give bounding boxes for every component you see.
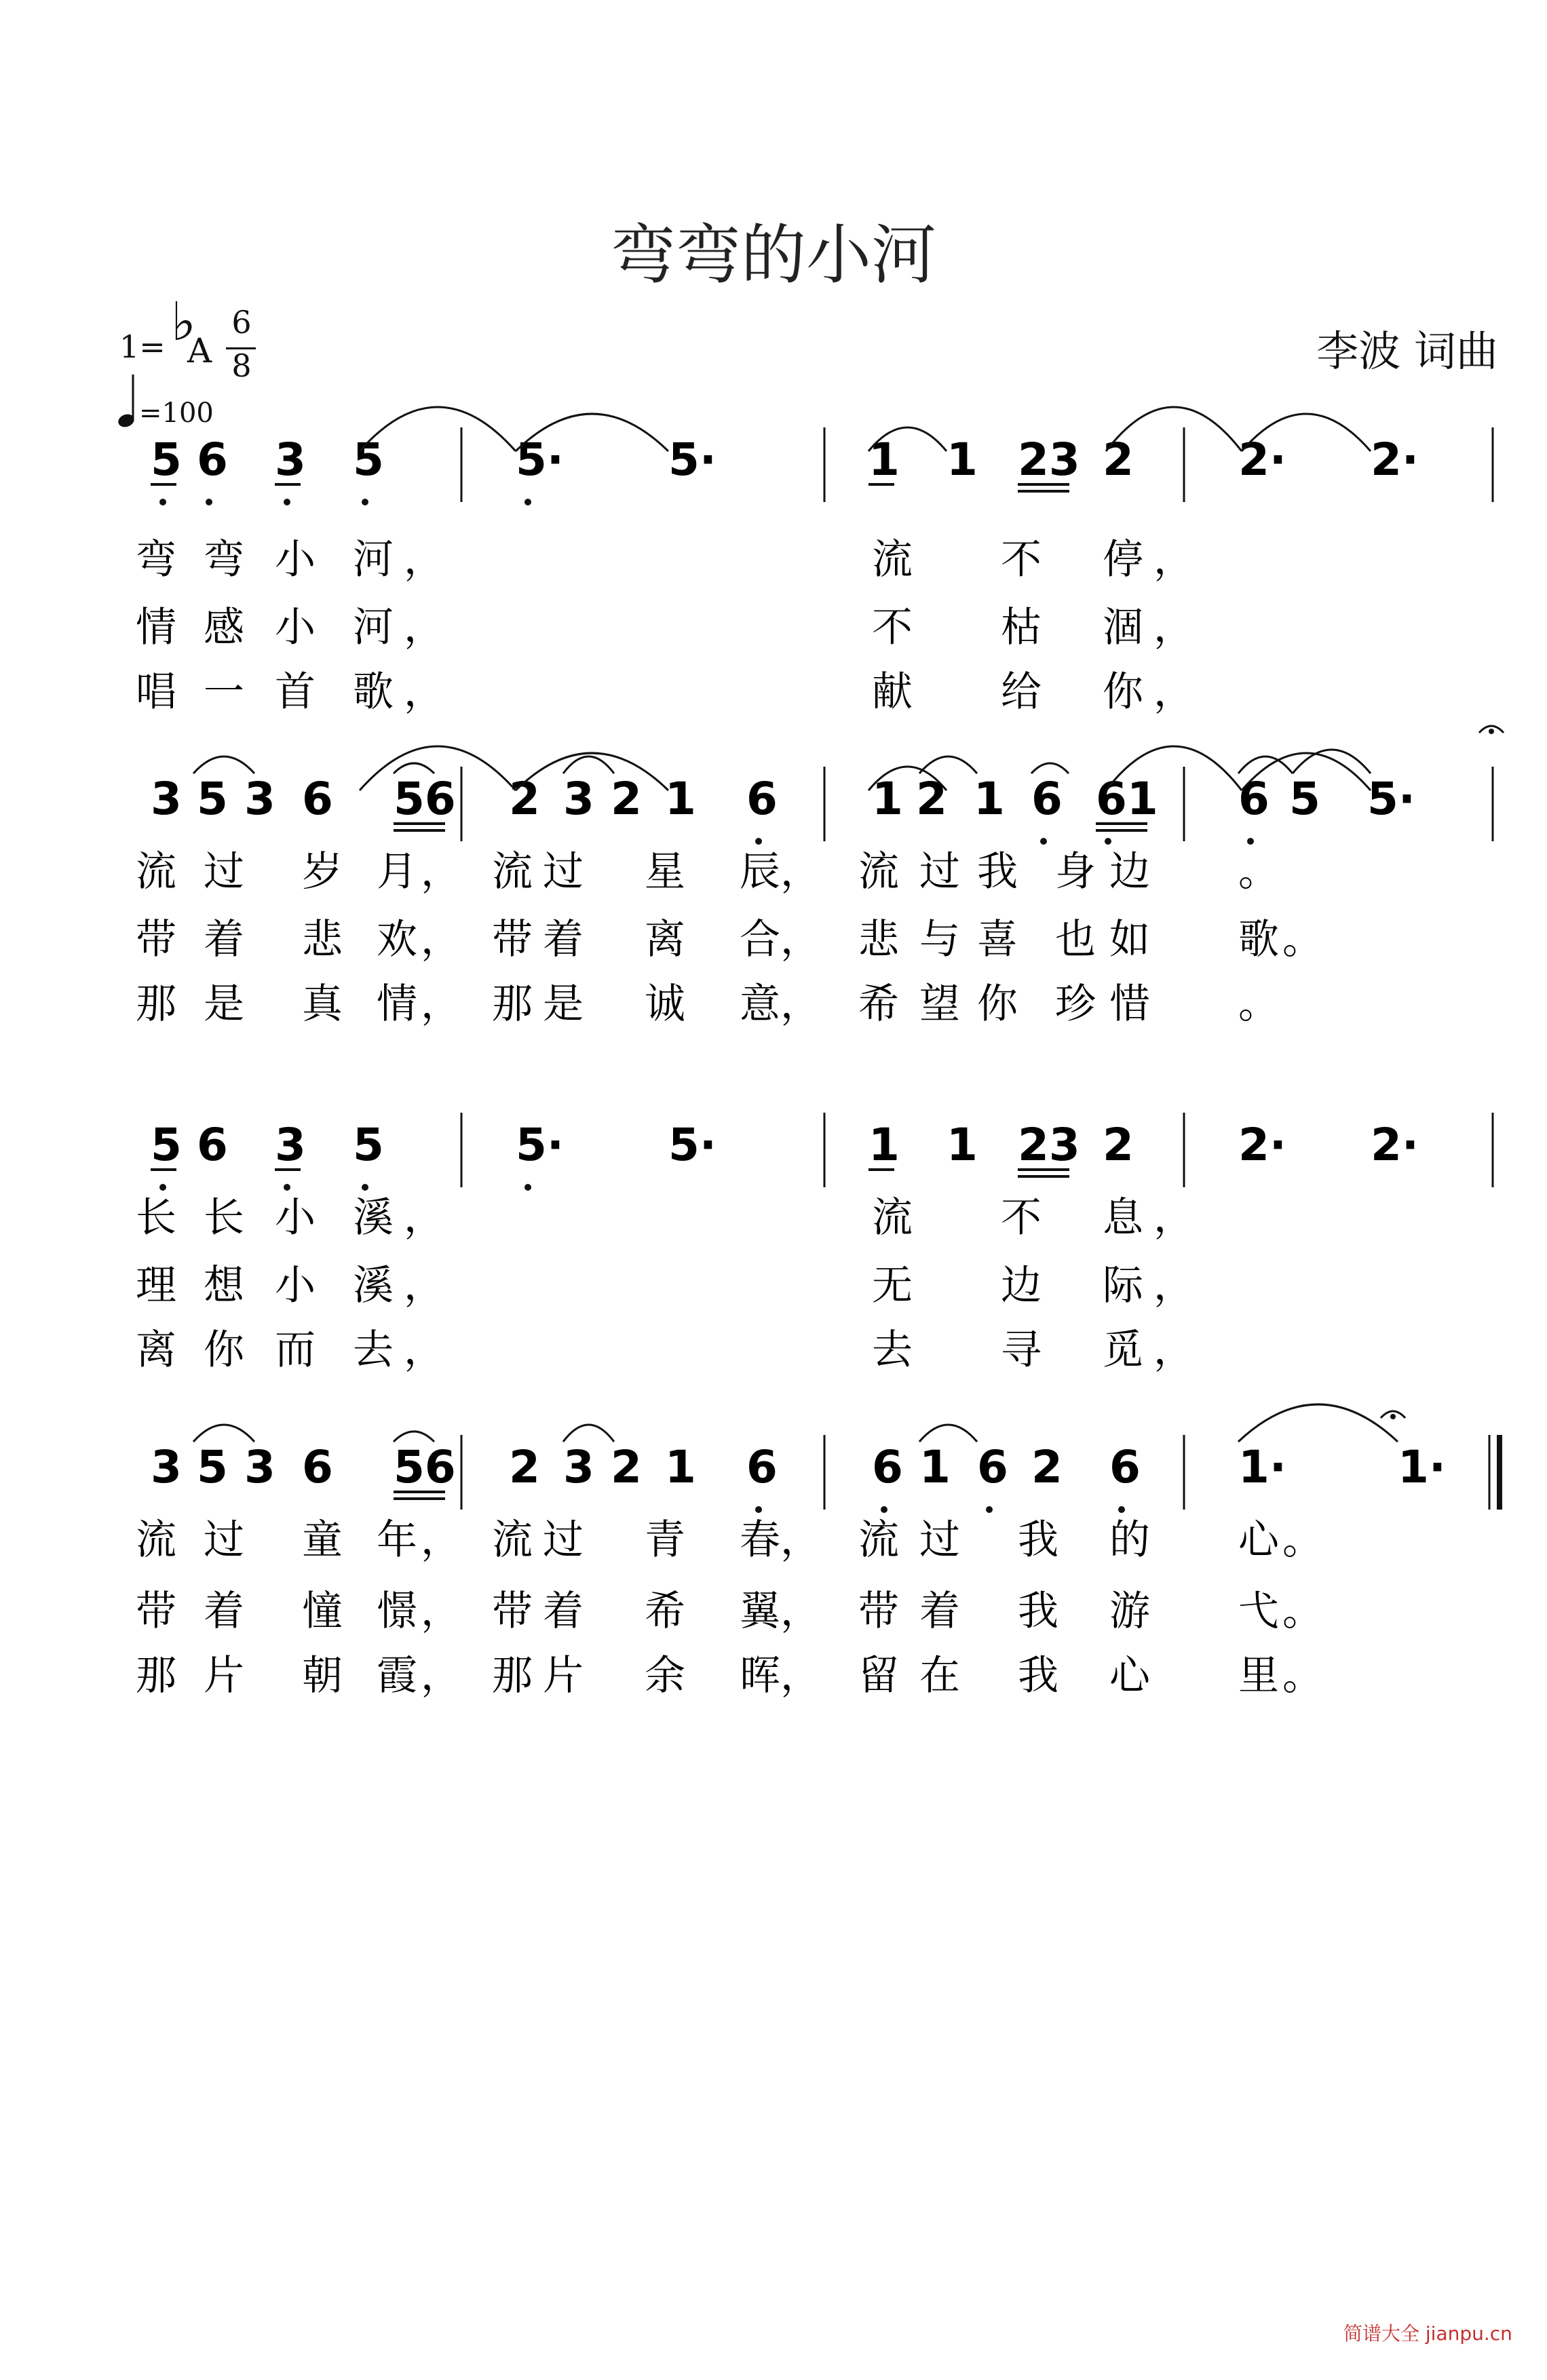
lyric-char: 青 (645, 1516, 685, 1564)
note: 1 (947, 434, 978, 486)
lyric-char: ， (780, 916, 821, 963)
lyric-char: 片 (204, 1652, 244, 1700)
lyric-char: 。 (1282, 1652, 1323, 1700)
lyric-char: ， (421, 980, 461, 1028)
note: 1· (1238, 1441, 1286, 1493)
lyric-char: 带 (492, 1588, 533, 1635)
note: 6 (302, 773, 333, 825)
lyric-char: 河 (353, 604, 394, 651)
octave-dot (524, 1184, 531, 1191)
lyric-char: 如 (1109, 916, 1150, 963)
lyric-char: ， (1153, 668, 1194, 716)
key-prefix: 1= (119, 328, 166, 365)
lyric-char: ， (421, 1652, 461, 1700)
lyric-char: 憧 (302, 1588, 343, 1635)
slur (919, 756, 977, 773)
lyric-char: 我 (1018, 1588, 1058, 1635)
lyric-char: 无 (872, 1262, 913, 1309)
lyric-char: 小 (275, 1194, 316, 1242)
note: 1 (919, 1441, 951, 1493)
lyric-char: 感 (204, 604, 244, 651)
note: 23 (1018, 1119, 1080, 1171)
fermata (1390, 1414, 1396, 1419)
note: 2· (1371, 434, 1419, 486)
note: 2 (1103, 434, 1134, 486)
note: 1 (974, 773, 1005, 825)
lyric-char: ， (421, 848, 461, 896)
lyric-char: 珍 (1055, 980, 1096, 1028)
flat-sign: ♭ (171, 292, 196, 353)
note: 3 (275, 434, 306, 486)
lyric-char: 那 (492, 980, 533, 1028)
lyric-char: 离 (136, 1326, 176, 1374)
lyric-char: 喜 (977, 916, 1018, 963)
song-title: 弯弯的小河 (611, 217, 936, 293)
lyric-char: 是 (204, 980, 244, 1028)
octave-dot (1105, 838, 1111, 845)
note: 1 (665, 773, 696, 825)
lyric-char: 悲 (302, 916, 343, 963)
note: 2 (509, 1441, 540, 1493)
lyric-char: 在 (919, 1652, 960, 1700)
lyric-char: 流 (492, 848, 533, 896)
note: 5· (668, 434, 717, 486)
octave-dot (159, 1184, 166, 1191)
lyric-char: 里 (1238, 1652, 1279, 1700)
lyric-char: 留 (858, 1652, 899, 1700)
note: 5 (197, 1441, 228, 1493)
lyric-char: 弯 (136, 536, 176, 583)
lyric-char: ， (780, 1588, 821, 1635)
note: 56 (394, 1441, 456, 1493)
note: 2 (916, 773, 947, 825)
lyric-char: 晖 (740, 1652, 780, 1700)
lyric-char: 年 (377, 1516, 417, 1564)
octave-dot (1247, 838, 1254, 845)
lyric-char: 流 (136, 1516, 176, 1564)
lyric-char: 与 (919, 916, 960, 963)
slur (563, 756, 614, 773)
octave-dot (362, 1184, 368, 1191)
lyric-char: ， (404, 536, 444, 583)
lyric-char: 那 (492, 1652, 533, 1700)
note: 56 (394, 773, 456, 825)
note: 5· (1367, 773, 1415, 825)
lyric-char: 是 (543, 980, 584, 1028)
lyric-char: 带 (136, 1588, 176, 1635)
lyric-char: 希 (645, 1588, 685, 1635)
slur (563, 1425, 614, 1442)
lyric-char: 余 (645, 1652, 685, 1700)
lyric-char: 河 (353, 536, 394, 583)
note: 3 (563, 1441, 594, 1493)
lyric-char: 理 (136, 1262, 176, 1309)
note: 3 (244, 773, 275, 825)
note: 5 (353, 434, 384, 486)
lyric-char: 月 (377, 848, 417, 896)
note: 3 (244, 1441, 275, 1493)
octave-dot (1040, 838, 1047, 845)
octave-dot (755, 838, 762, 845)
octave-dot (524, 499, 531, 505)
note: 1 (868, 434, 900, 486)
note: 2 (611, 773, 642, 825)
note: 6 (1031, 773, 1063, 825)
lyric-char: 心 (1238, 1516, 1279, 1564)
lyric-char: 息 (1103, 1194, 1143, 1242)
lyric-char: 望 (919, 980, 960, 1028)
time-signature-bottom: 8 (231, 347, 252, 384)
note: 1 (872, 773, 903, 825)
lyric-char: 片 (543, 1652, 584, 1700)
watermark: 简谱大全 jianpu.cn (1343, 2322, 1512, 2345)
note: 5 (353, 1119, 384, 1171)
lyric-char: 诚 (645, 980, 685, 1028)
slur (919, 1425, 977, 1442)
lyric-char: 去 (353, 1326, 394, 1374)
lyric-char: 着 (204, 1588, 244, 1635)
lyric-char: 带 (858, 1588, 899, 1635)
lyric-char: 不 (1001, 1194, 1042, 1242)
note: 6 (302, 1441, 333, 1493)
lyric-char: ， (1153, 604, 1194, 651)
lyric-char: 离 (645, 916, 685, 963)
tempo-marking: =100 (139, 398, 214, 429)
lyric-char: 涸 (1103, 604, 1143, 651)
note: 2 (509, 773, 540, 825)
lyric-char: 弯 (204, 536, 244, 583)
lyric-char: 过 (204, 1516, 244, 1564)
octave-dot (206, 499, 212, 505)
note: 1 (665, 1441, 696, 1493)
lyric-char: ， (404, 1326, 444, 1374)
lyric-char: ， (404, 1194, 444, 1242)
octave-dot (284, 1184, 290, 1191)
lyric-char: 小 (275, 604, 316, 651)
note: 6 (1238, 773, 1269, 825)
note: 3 (151, 773, 182, 825)
lyric-char: 那 (136, 1652, 176, 1700)
note: 3 (151, 1441, 182, 1493)
lyric-char: 不 (1001, 536, 1042, 583)
lyric-char: 觅 (1103, 1326, 1143, 1374)
slur (1238, 1404, 1398, 1442)
octave-dot (881, 1506, 887, 1513)
lyric-char: ， (1153, 1326, 1194, 1374)
note: 5· (516, 1119, 564, 1171)
lyric-char: ， (780, 848, 821, 896)
lyric-char: 流 (858, 848, 899, 896)
lyric-char: ， (780, 980, 821, 1028)
lyric-char: ， (404, 668, 444, 716)
lyric-char: 过 (919, 1516, 960, 1564)
lyric-char: 去 (872, 1326, 913, 1374)
lyric-char: 歌 (1238, 916, 1279, 963)
lyric-char: 而 (275, 1326, 316, 1374)
lyric-char: 过 (919, 848, 960, 896)
lyric-char: ， (404, 604, 444, 651)
lyric-char: 小 (275, 1262, 316, 1309)
lyric-char: 给 (1001, 668, 1042, 716)
lyric-char: 。 (1282, 916, 1323, 963)
note: 1· (1398, 1441, 1446, 1493)
note: 6 (977, 1441, 1008, 1493)
lyric-char: 流 (492, 1516, 533, 1564)
lyric-char: 星 (645, 848, 685, 896)
lyric-char: 。 (1282, 1516, 1323, 1564)
lyric-char: 憬 (377, 1588, 417, 1635)
lyric-char: 唱 (136, 668, 176, 716)
lyric-char: 欢 (377, 916, 417, 963)
lyric-char: 弋 (1238, 1588, 1279, 1635)
lyric-char: 悲 (858, 916, 899, 963)
lyric-char: 歌 (353, 668, 394, 716)
lyric-char: 着 (543, 1588, 584, 1635)
lyric-char: 霞 (377, 1652, 417, 1700)
lyric-char: 真 (302, 980, 343, 1028)
note: 5· (668, 1119, 717, 1171)
slur (193, 756, 254, 773)
lyric-char: 朝 (302, 1652, 343, 1700)
key-note: A (187, 331, 212, 370)
lyric-char: 合 (740, 916, 780, 963)
lyric-char: 游 (1109, 1588, 1150, 1635)
lyric-char: 情 (136, 604, 176, 651)
lyric-char: 溪 (353, 1194, 394, 1242)
lyric-char: ， (421, 1516, 461, 1564)
note: 6 (746, 773, 778, 825)
lyric-char: 岁 (302, 848, 343, 896)
octave-dot (986, 1506, 993, 1513)
octave-dot (755, 1506, 762, 1513)
slur (193, 1425, 254, 1442)
lyric-char: 意 (740, 980, 780, 1028)
lyric-char: ， (421, 1588, 461, 1635)
lyric-char: 首 (275, 668, 316, 716)
note: 23 (1018, 434, 1080, 486)
lyric-char: ， (1153, 1194, 1194, 1242)
note: 6 (746, 1441, 778, 1493)
note: 6 (872, 1441, 903, 1493)
note: 2 (1031, 1441, 1063, 1493)
slur (394, 763, 434, 773)
fermata (1489, 729, 1494, 734)
lyric-char: 小 (275, 536, 316, 583)
lyric-char: 那 (136, 980, 176, 1028)
author-credit: 李波 词曲 (1316, 326, 1498, 376)
lyric-char: 枯 (1001, 604, 1042, 651)
lyric-char: 你 (977, 980, 1018, 1028)
lyric-char: 寻 (1001, 1326, 1042, 1374)
lyric-char: 春 (740, 1516, 780, 1564)
note: 2· (1371, 1119, 1419, 1171)
slur (1031, 763, 1069, 773)
note: 5 (1289, 773, 1320, 825)
lyric-char: ， (780, 1516, 821, 1564)
lyric-char: 溪 (353, 1262, 394, 1309)
lyric-char: 带 (492, 916, 533, 963)
slur (394, 1432, 434, 1442)
lyric-char: 边 (1001, 1262, 1042, 1309)
lyric-char: 辰 (740, 848, 780, 896)
lyric-char: 着 (919, 1588, 960, 1635)
lyric-char: 我 (977, 848, 1018, 896)
note: 6 (197, 434, 228, 486)
octave-dot (159, 499, 166, 505)
lyric-char: 着 (204, 916, 244, 963)
lyric-char: 流 (136, 848, 176, 896)
lyric-char: 带 (136, 916, 176, 963)
lyric-char: ， (1153, 1262, 1194, 1309)
note: 1 (947, 1119, 978, 1171)
note: 2 (1103, 1119, 1134, 1171)
lyric-char: 边 (1109, 848, 1150, 896)
lyric-char: 翼 (740, 1588, 780, 1635)
lyric-char: 也 (1055, 916, 1096, 963)
note: 2· (1238, 1119, 1286, 1171)
note: 3 (275, 1119, 306, 1171)
time-signature-top: 6 (231, 304, 252, 341)
lyric-char: 的 (1109, 1516, 1150, 1564)
note: 3 (563, 773, 594, 825)
lyric-char: 我 (1018, 1516, 1058, 1564)
lyric-char: 你 (1103, 668, 1143, 716)
lyric-char: 。 (1282, 1588, 1323, 1635)
lyric-char: 惜 (1109, 980, 1150, 1028)
lyric-char: ， (1153, 536, 1194, 583)
lyric-char: ， (421, 916, 461, 963)
lyric-char: 。 (1238, 848, 1279, 896)
lyric-char: 我 (1018, 1652, 1058, 1700)
slur (1238, 756, 1293, 773)
lyric-char: ， (404, 1262, 444, 1309)
lyric-char: 流 (858, 1516, 899, 1564)
lyric-char: 童 (302, 1516, 343, 1564)
lyric-char: 过 (543, 848, 584, 896)
lyric-char: 你 (204, 1326, 244, 1374)
note: 6 (197, 1119, 228, 1171)
octave-dot (1118, 1506, 1125, 1513)
note: 6 (1109, 1441, 1141, 1493)
lyric-char: 着 (543, 916, 584, 963)
lyric-char: 心 (1109, 1652, 1150, 1700)
note: 61 (1096, 773, 1158, 825)
octave-dot (284, 499, 290, 505)
note: 1 (868, 1119, 900, 1171)
lyric-char: 一 (204, 668, 244, 716)
lyric-char: 不 (872, 604, 913, 651)
note: 5 (151, 434, 182, 486)
lyric-char: 情 (377, 980, 417, 1028)
lyric-char: 停 (1103, 536, 1143, 583)
lyric-char: 。 (1238, 980, 1279, 1028)
lyric-char: 过 (204, 848, 244, 896)
lyric-char: 长 (204, 1194, 244, 1242)
lyric-char: ， (780, 1652, 821, 1700)
lyric-char: 际 (1103, 1262, 1143, 1309)
lyric-char: 希 (858, 980, 899, 1028)
lyric-char: 献 (872, 668, 913, 716)
lyric-char: 流 (872, 536, 913, 583)
note: 5· (516, 434, 564, 486)
note: 2 (611, 1441, 642, 1493)
lyric-char: 身 (1055, 848, 1096, 896)
lyric-char: 过 (543, 1516, 584, 1564)
octave-dot (362, 499, 368, 505)
lyric-char: 想 (204, 1262, 244, 1309)
note: 5 (151, 1119, 182, 1171)
note: 5 (197, 773, 228, 825)
lyric-char: 流 (872, 1194, 913, 1242)
note: 2· (1238, 434, 1286, 486)
lyric-char: 长 (136, 1194, 176, 1242)
